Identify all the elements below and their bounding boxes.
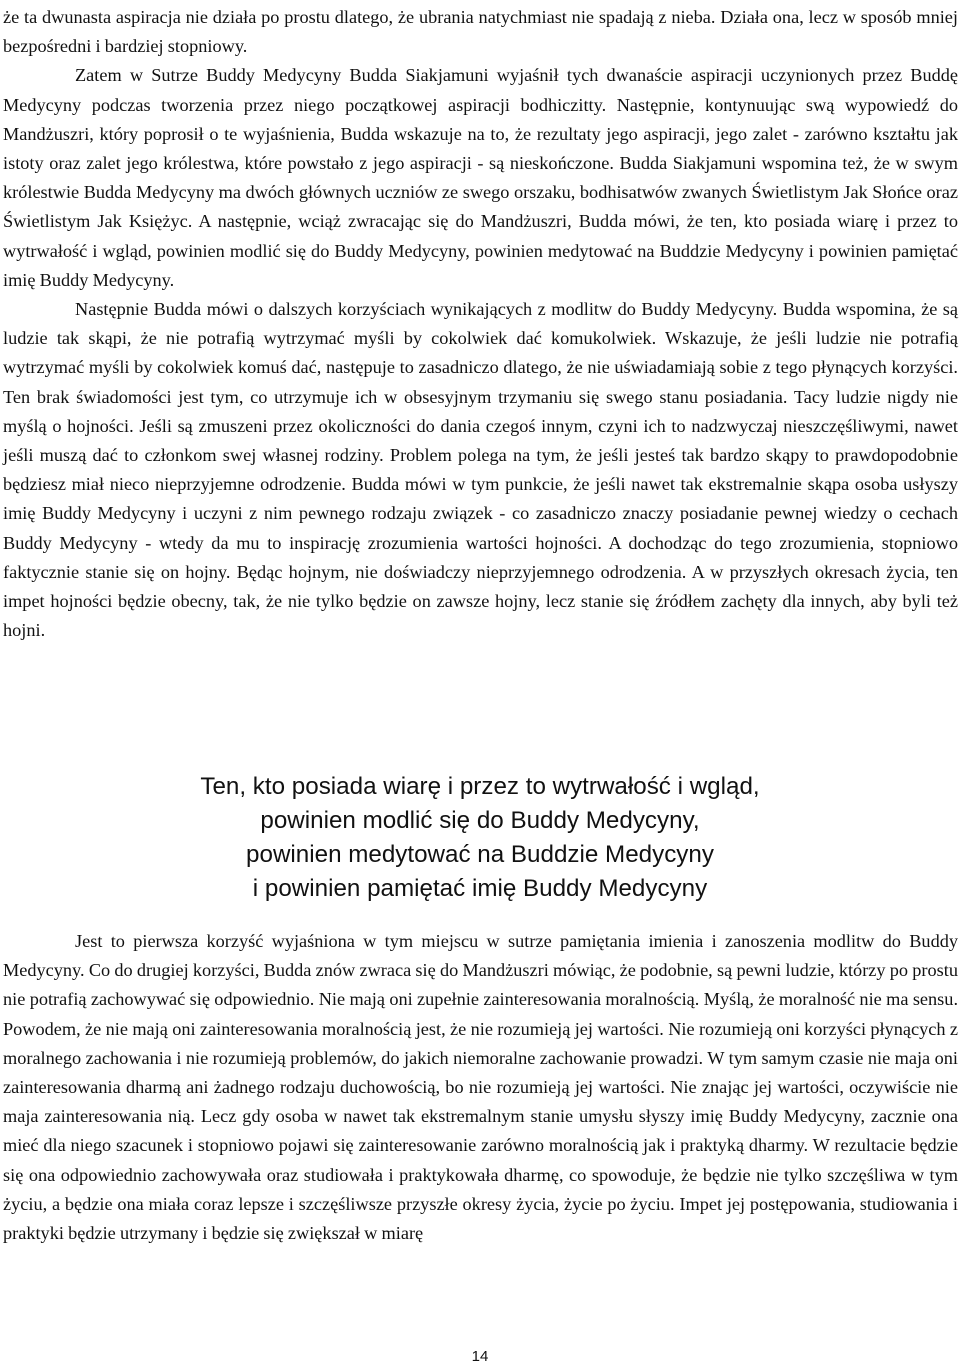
pull-quote-line: Ten, kto posiada wiarę i przez to wytrwałość i wgląd, (200, 773, 760, 800)
paragraph (3, 3, 958, 61)
page-number: 14 (471, 1348, 489, 1365)
paragraph (3, 61, 958, 295)
pull-quote-line: powinien medytować na Buddzie Medycyny (246, 841, 714, 868)
sentence: Problem polega na tym, że jeśli jesteś tak bardzo skąpy to prawdopodobnie będziesz miał nieco nieprzyjemne odrodzenie. (3, 445, 958, 495)
sentence: Budda mówi w tym punkcie, że jeśli nawet tak ekstremalnie skąpa osoba usłyszy imię Buddy Medycyny i uczyni z nim pewnego rodzaju związek - co zasadniczo znaczy posiadanie pewnej wiedzy o cechach Buddy Medycyny - wtedy da mu to inspirację zrozumienia wartości hojności. (3, 474, 958, 553)
paragraph (3, 927, 958, 1248)
sentence: Nie rozumieją oni korzyści płynących z moralnego zachowania i nie rozumieją problemów, do jakich niemoralne zachowanie prowadzi. (3, 1018, 958, 1068)
sentence: Powodem, że nie mają oni zainteresowania moralnością jest, że nie rozumieją jej wartości. (3, 1018, 664, 1039)
sentence: W rezultacie będzie się ona odpowiednio zachowywała oraz studiowała i praktykowała dharmę, co spowoduje, że będzie nie tylko szczęśliwa w tym życiu, a będzie ona miała coraz lepsze i szczęśliwsze przyszłe okresy życia, życie po życiu. (3, 1135, 958, 1214)
sentence: Jest to pierwsza korzyść wyjaśniona w tym miejscu w sutrze pamiętania imienia i zanoszenia modlitw do Buddy Medycyny. (3, 931, 958, 981)
sentence: Lecz gdy osoba w nawet tak ekstremalnym stanie umysłu słyszy imię Buddy Medycyny, zacznie ona mieć dla niego szacunek i stopniowo pojawi się zainteresowanie zarówno moralnością jak i praktyką dharmy. (3, 1106, 958, 1156)
sentence: Następnie Budda mówi o dalszych korzyściach wynikających z modlitw do Buddy Medycyny. (75, 299, 778, 320)
sentence: Nie mają oni zupełnie zainteresowania moralnością. (318, 989, 700, 1010)
pull-quote (0, 770, 960, 906)
sentence: Nie znając jej wartości, oczywiście nie maja zainteresowania nią. (3, 1077, 958, 1127)
sentence: Jeśli są zmuszeni przez okoliczności do dania czegoś innym, czyni ich to nadzwyczaj nieszczęśliwymi, nawet jeśli muszą dać to członkom swej własnej rodziny. (3, 415, 959, 466)
sentence: A dochodząc do tego zrozumienia, stopniowo faktycznie stanie się on hojny. (3, 532, 958, 582)
sentence: Będąc hojnym, nie doświadczy nieprzyjemnego odrodzenia. (236, 561, 687, 582)
pull-quote-line: i powinien pamiętać imię Buddy Medycyny (252, 875, 708, 902)
body-text-top (3, 3, 958, 645)
sentence: Wskazuje, że jeśli ludzie nie potrafią wytrzymać myśli by cokolwiek komuś dać, następuje to zasadniczo dlatego, że nie uświadamiają sobie z tego płynących korzyści. (3, 328, 958, 378)
sentence: Tacy ludzie nigdy nie myślą o hojności. (3, 386, 958, 436)
sentence: Co do drugiej korzyści, Budda znów zwraca się do Mandżuszri mówiąc, że podobnie, są pewni ludzie, którzy po prostu nie potrafią zachowywać się odpowiednio. (3, 960, 958, 1010)
sentence: A w przyszłych okresach życia, ten impet hojności będzie obecny, tak, że nie tylko będzie on zawsze hojny, lecz stanie się źródłem zachęty dla innych, aby byli też hojni. (3, 561, 958, 641)
sentence: że ta dwunasta aspiracja nie działa po prostu dlatego, że ubrania natychmiast nie spadają z nieba. (3, 7, 716, 27)
body-text-bottom (3, 927, 958, 1248)
sentence: Budda wspomina, że są ludzie tak skąpi, że nie potrafią wytrzymać myśli by cokolwiek dać komukolwiek. (3, 299, 959, 349)
sentence: W tym samym czasie nie maja oni zainteresowania dharmą ani żadnego rodzaju duchowością, bo nie rozumieją jej wartości. (3, 1047, 958, 1098)
sentence: Następnie, kontynuując swą wypowiedź do Mandżuszri, który poprosił o te wyjaśnienia, Budda wskazuje na to, że rezultaty jego aspiracji, jego zalet - zarówno kształtu jak istoty oraz zalet jego królestwa, które powstało z jego aspiracji - są nieskończone. (3, 94, 958, 174)
sentence: Impet jej postępowania, studiowania i praktyki będzie utrzymany i będzie się zwiększał w miarę (3, 1193, 958, 1244)
pull-quote-line: powinien modlić się do Buddy Medycyny, (260, 807, 700, 834)
sentence: Działa ona, lecz w sposób mniej bezpośredni i bardziej stopniowy. (3, 7, 958, 57)
sentence: A następnie, wciąż zwracając się do Mandżuszri, Budda mówi, że ten, kto posiada wiarę i przez to wytrwałość i wgląd, powinien modlić się do Buddy Medycyny, powinien medytować na Buddzie Medycyny i powinien pamiętać imię Buddy Medycyny. (3, 211, 959, 290)
sentence: Zatem w Sutrze Buddy Medycyny Budda Siakjamuni wyjaśnił tych dwanaście aspiracji uczynionych przez Buddę Medycyny podczas tworzenia przez niego początkowej aspiracji bodhiczitty. (3, 65, 958, 115)
paragraph (3, 295, 958, 645)
sentence: Budda Siakjamuni wspomina też, że w swym królestwie Budda Medycyny ma dwóch głównych uczniów ze swego orszaku, bodhisatwów zwanych Świetlistym Jak Słońce oraz Świetlistym Jak Księżyc. (3, 153, 958, 232)
sentence: Ten brak świadomości jest tym, co utrzymuje ich w obsesyjnym trzymaniu się swego stanu posiadania. (3, 386, 788, 407)
sentence: Myślą, że moralność nie ma sensu. (703, 989, 959, 1010)
